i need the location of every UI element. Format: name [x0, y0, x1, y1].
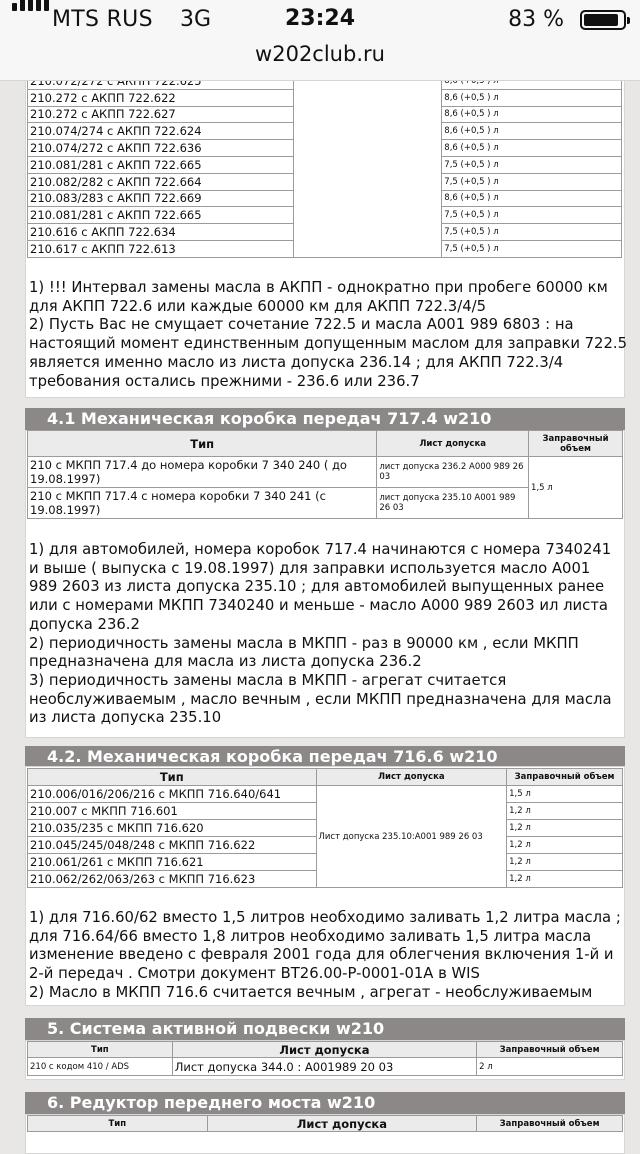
col-header-type: Тип: [28, 769, 317, 786]
section-6-title: 6. Редуктор переднего моста w210: [25, 1092, 625, 1114]
table-row-volume: 7,5 (+0,5 ) л: [442, 207, 622, 224]
note-line: 2) периодичность замены масла в МКПП - раз в 90000 км , если МКПП: [29, 634, 579, 652]
table-row-volume: 1,5 л: [529, 457, 623, 519]
note-line: требования остались прежними - 236.6 или 236.7: [29, 372, 420, 390]
clock: 23:24: [284, 6, 356, 31]
note-line: для 716.64/66 вместо 1,8 литров необходимо заливать 1,5 литра масла: [29, 927, 592, 945]
table-row-type: 210.035/235 с МКПП 716.620: [28, 820, 317, 837]
col-header-approval: Лист допуска: [207, 1116, 477, 1132]
table-row-approval: Лист допуска 344.0 : A001989 20 03: [172, 1058, 476, 1076]
table-row-type: 210.062/262/063/263 с МКПП 716.623: [28, 871, 317, 888]
table-row-type: 210.074/272 с АКПП 722.636: [28, 140, 294, 157]
section-42-title: 4.2. Механическая коробка передач 716.6 w210: [25, 746, 625, 768]
battery-icon: [580, 10, 626, 30]
col-header-type: Тип: [28, 1042, 173, 1058]
note-line: 1) для автомобилей, номера коробок 717.4 начинаются с номера 7340241: [29, 541, 612, 558]
note-line: из листа допуска 235.10: [29, 709, 222, 727]
section-5-table: [27, 1041, 623, 1076]
carrier-name: MTS RUS: [52, 7, 153, 32]
note-line: для АКПП 722.6 или каждые 60000 км для АКПП 722.3/4/5: [29, 297, 487, 315]
table-row-type: 210.081/281 с АКПП 722.665: [28, 156, 294, 173]
section-41-table: [27, 430, 623, 519]
network-type: 3G: [180, 7, 212, 32]
table-row-type: 210 с кодом 410 / ADS: [28, 1058, 173, 1076]
table-row-type: 210 с МКПП 717.4 с номера коробки 7 340 241 (с 19.08.1997): [28, 488, 377, 519]
table-row-approval: [293, 73, 442, 258]
section-6-table: [27, 1115, 623, 1132]
note-line: необслуживаемым , масло вечным , если МКПП предназначена для масла: [29, 690, 612, 708]
note-line: 2) Пусть Вас не смущает сочетание 722.5 и масла A001 989 6803 : на: [29, 316, 574, 334]
table-row-volume: 7,5 (+0,5 ) л: [442, 240, 622, 257]
col-header-type: Тип: [28, 431, 377, 457]
note-line: 1) для 716.60/62 вместо 1,5 литров необходимо заливать 1,2 литра масла ;: [29, 909, 621, 926]
table-row-type: 210.061/261 с МКПП 716.621: [28, 854, 317, 871]
table-row-type: 210.617 с АКПП 722.613: [28, 240, 294, 257]
col-header-volume: Заправочный объем: [529, 431, 623, 457]
note-line: или с номерами МКПП 7340240 и меньше - масло А000 989 2603 ил листа: [29, 597, 609, 615]
note-line: и выше ( выпуска с 19.08.1997) для заправки используется масло А001: [29, 559, 591, 577]
table-row-type: 210.616 с АКПП 722.634: [28, 224, 294, 241]
table-row-volume: 7,5 (+0,5 ) л: [442, 224, 622, 241]
col-header-volume: Заправочный объем: [507, 769, 623, 786]
col-header-approval: Лист допуска: [172, 1042, 476, 1058]
akpp-table: [27, 72, 622, 258]
section-5-title: 5. Система активной подвески w210: [25, 1018, 625, 1040]
note-line: допуска 236.2: [29, 615, 140, 633]
note-line: настоящий момент единственным допущенным маслом для заправки 722.5: [29, 335, 628, 353]
table-row-type: 210.272 с АКПП 722.622: [28, 89, 294, 106]
table-row-type: 210.007 с МКПП 716.601: [28, 803, 317, 820]
note-line: 2) Масло в МКПП 716.6 считается вечным , агрегат - необслуживаемым: [29, 983, 593, 1001]
table-row-volume: 8,6 (+0,5 ) л: [442, 123, 622, 140]
table-row-approval: лист допуска 236.2 A000 989 26 03: [377, 457, 529, 488]
note-line: 2-й передач . Смотри документ BT26.00-P-0001-01A в WIS: [29, 965, 480, 983]
note-line: является именно масло из листа допуска 236.14 ; для АКПП 722.3/4: [29, 353, 564, 371]
table-row-volume: 2 л: [477, 1058, 623, 1076]
note-line: 3) периодичность замены масла в МКПП - агрегат считается: [29, 671, 507, 689]
table-row-volume: 7,5 (+0,5 ) л: [442, 156, 622, 173]
note-line: предназначена для масла из листа допуска 236.2: [29, 653, 422, 671]
table-row-type: 210.083/283 с АКПП 722.669: [28, 190, 294, 207]
section-42-table: [27, 768, 623, 888]
battery-percent: 83 %: [508, 7, 564, 32]
table-row-volume: 8,6 (+0,5 ) л: [442, 140, 622, 157]
table-row-approval: Лист допуска 235.10:A001 989 26 03: [316, 786, 507, 888]
table-row-volume: 1,2 л: [507, 837, 623, 854]
table-row-type: 210.081/281 с АКПП 722.665: [28, 207, 294, 224]
col-header-approval: Лист допуска: [316, 769, 507, 786]
col-header-type: Тип: [28, 1116, 208, 1132]
note-line: 1) !!! Интервал замены масла в АКПП - однократно при пробеге 60000 км: [29, 279, 608, 296]
table-row-type: 210.272 с АКПП 722.627: [28, 106, 294, 123]
table-row-type: 210.082/282 с АКПП 722.664: [28, 173, 294, 190]
address-bar[interactable]: w202club.ru: [255, 42, 385, 66]
table-row-type: 210.074/274 с АКПП 722.624: [28, 123, 294, 140]
table-row-volume: 8,6 (+0,5 ) л: [442, 106, 622, 123]
table-row-volume: 1,2 л: [507, 820, 623, 837]
table-row-volume: 8,6 (+0,5 ) л: [442, 89, 622, 106]
table-row-volume: 1,2 л: [507, 854, 623, 871]
table-row: [28, 786, 623, 803]
section-41-title: 4.1 Механическая коробка передач 717.4 w210: [25, 408, 625, 430]
table-row-volume: 8,6 (+0,5 ) л: [442, 190, 622, 207]
table-row-volume: 1,2 л: [507, 871, 623, 888]
col-header-volume: Заправочный объем: [477, 1116, 623, 1132]
table-row-volume: 7,5 (+0,5 ) л: [442, 173, 622, 190]
col-header-volume: Заправочный объем: [477, 1042, 623, 1058]
table-row-type: 210.006/016/206/216 с МКПП 716.640/641: [28, 786, 317, 803]
table-row-type: 210 с МКПП 717.4 до номера коробки 7 340 240 ( до 19.08.1997): [28, 457, 377, 488]
table-row-approval: лист допуска 235.10 A001 989 26 03: [377, 488, 529, 519]
table-row-type: 210.045/245/048/248 с МКПП 716.622: [28, 837, 317, 854]
note-line: изменение введено с февраля 2001 года для облегчения включения 1-й и: [29, 946, 614, 964]
status-bar: [0, 0, 640, 81]
col-header-approval: Лист допуска: [377, 431, 529, 457]
table-row-volume: 1,2 л: [507, 803, 623, 820]
note-line: 989 2603 из листа допуска 235.10 ; для автомобилей выпущенных ранее: [29, 578, 605, 596]
table-row-volume: 1,5 л: [507, 786, 623, 803]
